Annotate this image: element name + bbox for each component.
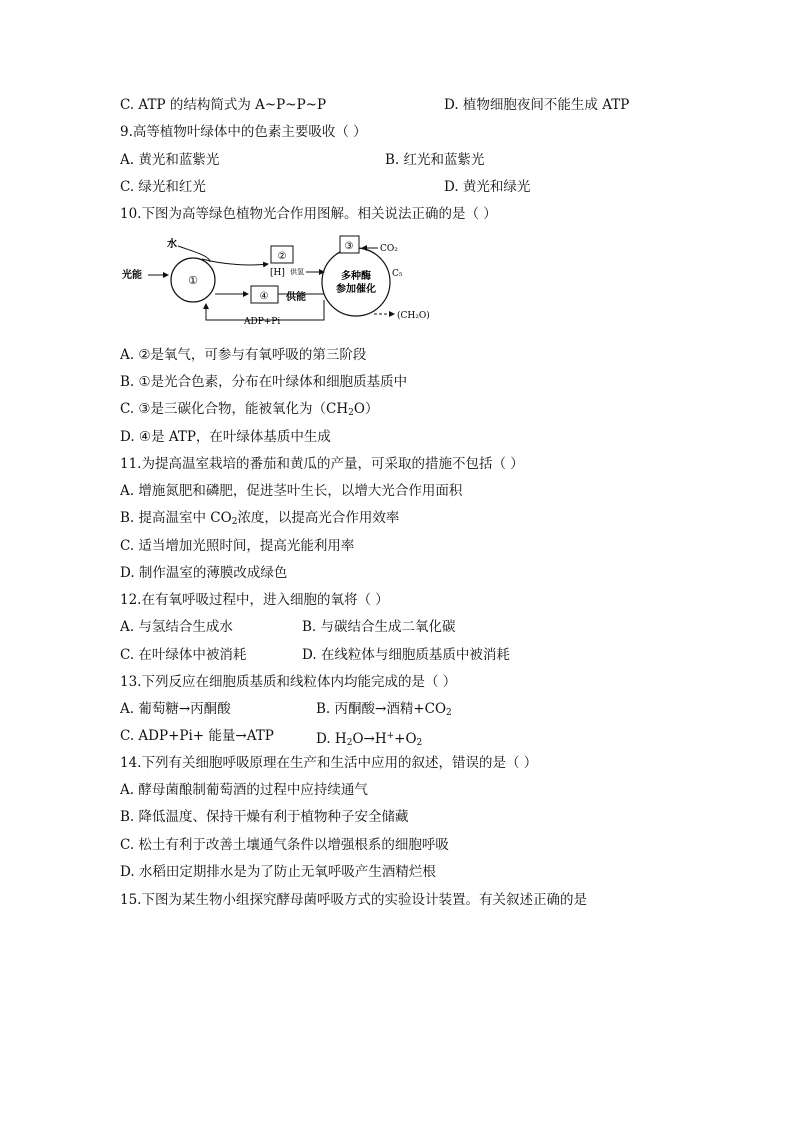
q9-option-b: B. 红光和蓝紫光 <box>385 152 485 168</box>
q14-option-d: D. 水稻田定期排水是为了防止无氧呼吸产生酒精烂根 <box>120 864 436 880</box>
q13-stem: 13.下列反应在细胞质基质和线粒体内均能完成的是（ ） <box>120 674 457 690</box>
q13-option-a: A. 葡萄糖→丙酮酸 <box>120 701 231 717</box>
c5-label: C₅ <box>392 269 403 279</box>
q10-option-d: D. ④是 ATP，在叶绿体基质中生成 <box>120 429 331 445</box>
q13-option-b: B. 丙酮酸→酒精$+CO_2$ <box>316 701 452 718</box>
label-4: ④ <box>259 291 269 302</box>
q12-option-a: A. 与氢结合生成水 <box>120 619 233 635</box>
calvin-cycle-circle <box>322 248 390 316</box>
q9-option-c: C. 绿光和红光 <box>120 179 206 195</box>
q10-option-c: C. ③是三碳化合物，能被氧化为$(CH_2O)$ <box>120 401 379 418</box>
q11-stem: 11.为提高温室栽培的番茄和黄瓜的产量，可采取的措施不包括（ ） <box>120 456 524 472</box>
q11-option-b: B. 提高温室中 $CO_2$浓度，以提高光合作用效率 <box>120 510 400 527</box>
supply-h-label: 供氢 <box>290 268 304 276</box>
h-label: [H] <box>270 268 285 278</box>
q12-option-d: D. 在线粒体与细胞质基质中被消耗 <box>302 647 510 663</box>
q13-option-c: C. ADP+Pi+ 能量→ATP <box>120 728 274 744</box>
label-1: ① <box>188 274 198 287</box>
q9-option-d: D. 黄光和绿光 <box>444 179 531 195</box>
q9-stem: 9.高等植物叶绿体中的色素主要吸收（ ） <box>120 124 367 140</box>
photosynthesis-diagram <box>120 232 440 332</box>
q14-stem: 14.下列有关细胞呼吸原理在生产和生活中应用的叙述，错误的是（ ） <box>120 755 538 771</box>
label-3: ③ <box>344 241 354 252</box>
light-label: 光能 <box>122 270 142 281</box>
co2-label: CO₂ <box>380 244 398 254</box>
q11-option-a: A. 增施氮肥和磷肥，促进茎叶生长，以增大光合作用面积 <box>120 483 463 499</box>
enzyme-label-1: 多种酶 <box>341 271 371 282</box>
electron-path <box>202 259 268 265</box>
q10-option-b: B. ①是光合色素，分布在叶绿体和细胞质基质中 <box>120 374 408 390</box>
ch2o-label: (CH₂O) <box>397 311 430 321</box>
q9-option-a: A. 黄光和蓝紫光 <box>120 152 220 168</box>
q14-option-a: A. 酵母菌酿制葡萄酒的过程中应持续通气 <box>120 782 368 798</box>
q15-stem: 15.下图为某生物小组探究酵母菌呼吸方式的实验设计装置。有关叙述正确的是 <box>120 892 587 908</box>
water-label: 水 <box>167 239 177 250</box>
q14-option-b: B. 降低温度、保持干燥有利于植物种子安全储藏 <box>120 809 409 825</box>
q8-option-c: C. ATP 的结构简式为 A~P~P~P <box>120 97 327 113</box>
q13-option-d: D. $H_2O\to H^++O_2$ <box>316 731 423 748</box>
adp-label: ADP+Pi <box>244 317 281 327</box>
q10-option-a: A. ②是氧气，可参与有氧呼吸的第三阶段 <box>120 347 367 363</box>
enzyme-label-2: 参加催化 <box>336 284 376 295</box>
q11-option-c: C. 适当增加光照时间，提高光能利用率 <box>120 538 355 554</box>
label-2: ② <box>277 251 287 262</box>
q11-option-d: D. 制作温室的薄膜改成绿色 <box>120 565 288 581</box>
q12-stem: 12.在有氧呼吸过程中，进入细胞的氧将（ ） <box>120 592 389 608</box>
q14-option-c: C. 松土有利于改善土壤通气条件以增强根系的细胞呼吸 <box>120 837 449 853</box>
supply-energy-label: 供能 <box>286 292 306 303</box>
q8-option-d: D. 植物细胞夜间不能生成 ATP <box>444 97 630 113</box>
q12-option-b: B. 与碳结合生成二氧化碳 <box>302 619 456 635</box>
q12-option-c: C. 在叶绿体中被消耗 <box>120 647 247 663</box>
q10-stem: 10.下图为高等绿色植物光合作用图解。相关说法正确的是（ ） <box>120 206 497 222</box>
